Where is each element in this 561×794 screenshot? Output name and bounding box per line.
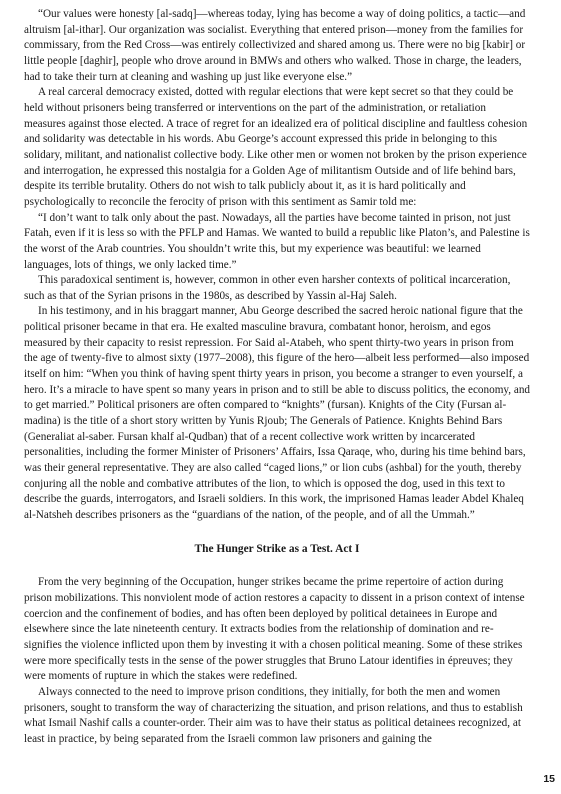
paragraph-quote-values: “Our values were honesty [al-sadq]—whereas today, lying has become a way of doing politics, a tactic—and altruism [al-ithar]. Our organization was socialist. Everything that entered prison—money from the families for commissary, from the Red Cross—was entirely collectivized and shared among us. There were no big [kabir] or little people [daghir], people who drove around in BMWs and others who walked. Those in charge, the leaders, had to take their turn at cleaning and washing up just like everyone else.”	[24, 8, 526, 83]
paragraph-carceral-democracy: A real carceral democracy existed, dotted with regular elections that were kept secret so that they could be held without prisoners being transferred or interventions on the part of the administration, or retaliation measures against those elected. A trace of regret for an idealized era of political discipline and faultless cohesion and solidarity was detectable in his words. Abu George’s account expressed this pride in belonging to this solidary, militant, and nationalist collective body. Like other men or women not broken by the prison experience and interrogation, he expressed this nostalgia for a Golden Age of militantism Outside and of life behind bars, despite its terrible brutality. Others do not wish to talk publicly about it, as it is hard politically and psychologically to reconcile the ferocity of prison with this sentiment as Samir told me:	[24, 86, 528, 208]
paragraph-prison-conditions: Always connected to the need to improve prison conditions, they initially, for both the men and women prisoners, sought to transform the way of characterizing the situation, and prison relations, and thus to establish what Ismail Nashif calls a counter-order. Their aim was to have their status as political detainees recognized, at least in practice, by being separated from the Israeli common law prisoners and gaining the	[24, 685, 523, 745]
paragraph-heroic-figure: In his testimony, and in his braggart manner, Abu George described the sacred heroic national figure that the political prisoner became in that era. He exalted masculine bravura, combatant honor, heroism, and egos measured by their capacity to resist repression. For Said al-Atabeh, who spent thirty-two years in prison from the age of twenty-five to almost sixty (1977–2008), this figure of the hero—albeit less performed—also imposed itself on him: “When you think of having spent thirty years in prison, you become a stranger to even yourself, a hero. It’s a miracle to have spent so many years in prison and to still be able to discuss politics, the economy, and to get married.” Political prisoners are often compared to “knights” (fursan). Knights of the City (Fursan al-madina) is the title of a short story written by Yunis Rjoub; The Generals of Patience. Knights Behind Bars (Generaliat al-saber. Fursan khalf al-Qudban) that of a recent collective work written by incarcerated personalities, including the former Minister of Prisoners’ Affairs, Issa Qaraqe, who, during his time behind bars, was their general representative. They are also called “caged lions,” or lion cubs (ashbal) for the youth, thereby conjuring all the noble and combative attributes of the lion, to which is opposed the dog, used in this text to describe the guards, interrogators, and Israeli soldiers. In this work, the imprisoned Hamas leader Abdel Khaleq al-Natsheh describes prisoners as the “guardians of the nation, of the people, and of all the Ummah.”	[24, 305, 531, 521]
paragraph-hunger-strikes: From the very beginning of the Occupation, hunger strikes became the prime repertoire of action during prison mobilizations. This nonviolent mode of action restores a capacity to dissent in a prison context of intense coercion and the confinement of bodies, and has often been deployed by political detainees in Europe and elsewhere since the late nineteenth century. It extracts bodies from the relationship of domination and re- signifies the violence inflicted upon them by investing it with a chosen political meaning. Some of these strikes were more specifically tests in the sense of the power struggles that Bruno Latour identifies in épreuves; they were moments of rupture in which the stakes were redefined.	[24, 576, 525, 683]
body-text	[24, 7, 530, 748]
paragraph-paradoxical-sentiment: This paradoxical sentiment is, however, common in other even harsher contexts of political incarceration, such as that of the Syrian prisons in the 1980s, as described by Yassin al-Haj Saleh.	[24, 274, 511, 302]
page-number: 15	[543, 773, 555, 785]
paragraph-quote-samir: “I don’t want to talk only about the past. Nowadays, all the parties have become tainted in prison, not just Fatah, even if it is less so with the PFLP and Hamas. We wanted to build a republic like Platon’s, and Palestine is the worst of the Arab countries. You shouldn’t write this, but my experience was beautiful: we learned languages, lots of things, we only lacked time.”	[24, 211, 530, 271]
section-heading: The Hunger Strike as a Test. Act I	[194, 542, 360, 555]
